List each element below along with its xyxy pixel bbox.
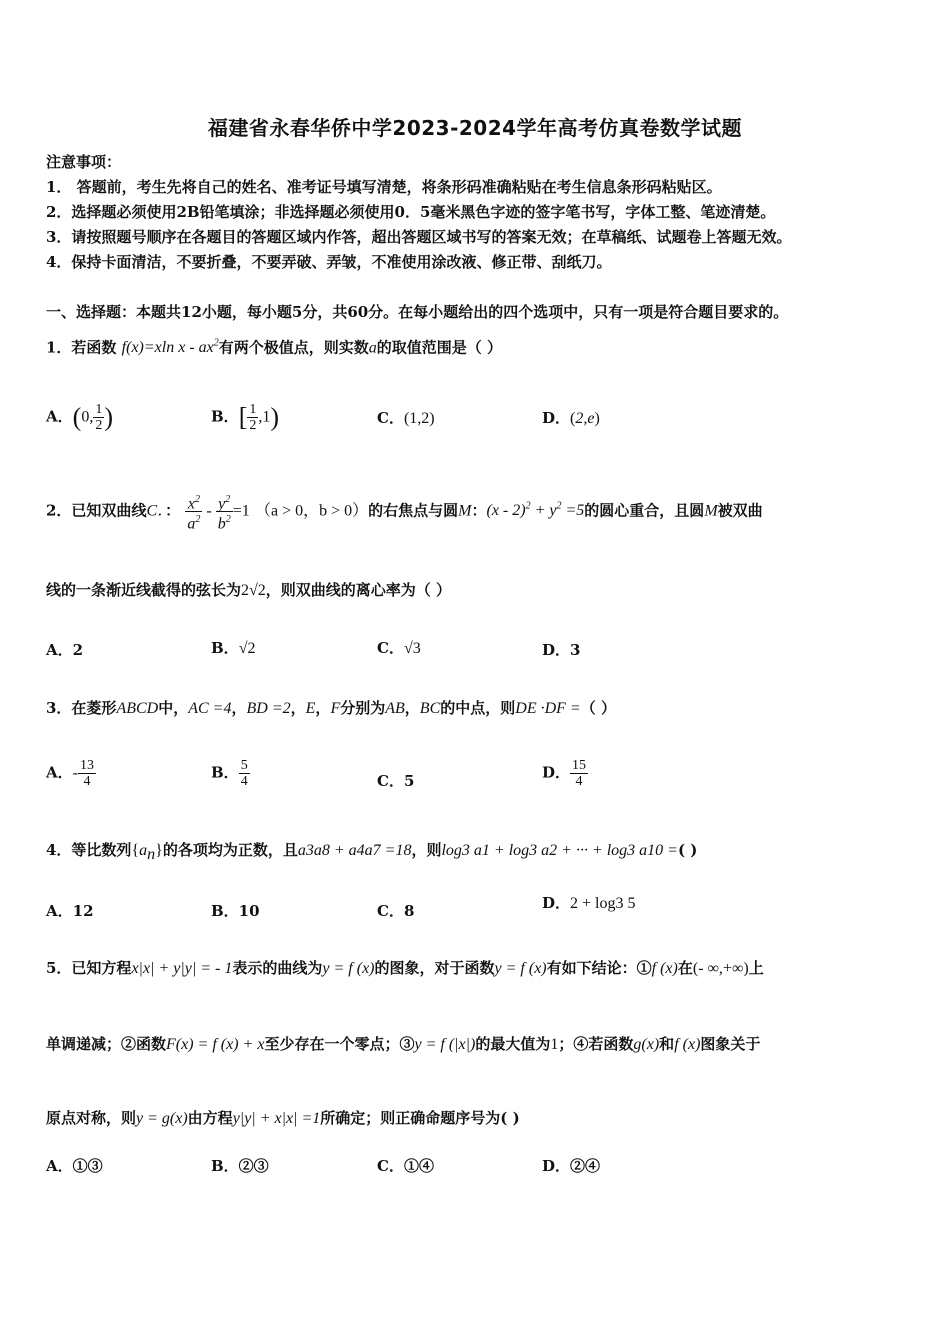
q2-option-b[interactable]: B．√2 (211, 639, 256, 657)
question-1: 1．若函数 f(x)=xln x - $ax^2$有两个极值点，则实数a的取值范围是（ ） (46, 338, 502, 357)
question-2-cont: 线的一条渐近线截得的弦长为2√2，则双曲线的离心率为（ ） (46, 581, 452, 599)
q5-option-a[interactable]: A．①③ (46, 1157, 103, 1175)
q2-option-d[interactable]: D．3 (542, 641, 581, 659)
exam-title: 福建省永春华侨中学2023-2024学年高考仿真卷数学试题 (207, 116, 743, 140)
question-5-line-2: 单调递减；②函数F(x) = f (x) + x至少存在一个零点；③y = f (|x|)的最大值为1；④若函数g(x)和f (x)图象关于 (46, 1035, 761, 1053)
q2-frac-y: $\frac{y^2}{b^2}$ (217, 493, 231, 533)
q4-option-d[interactable]: D．2 + log3 5 (542, 894, 636, 912)
q1-option-d[interactable]: D．(2,e) (542, 409, 600, 427)
notice-item-4: 4．保持卡面清洁，不要折叠，不要弄破、弄皱，不准使用涂改液、修正带、刮纸刀。 (46, 253, 612, 271)
question-3: 3．在菱形ABCD中，AC =4，BD =2，E，F分别为AB，BC的中点，则DE ·DF =（ ） (46, 699, 616, 717)
section-heading: 一、选择题：本题共12小题，每小题5分，共60分。在每小题给出的四个选项中，只有一项是符合题目要求的。 (46, 303, 789, 321)
question-4: 4．等比数列$\{a_n\}$的各项均为正数，且a3a8 + a4a7 =18，则log3 a1 + log3 a2 + ··· + log3 a10 =( ) (46, 841, 698, 863)
q5-option-c[interactable]: C．①④ (377, 1157, 434, 1175)
q2-option-a[interactable]: A．2 (46, 641, 84, 659)
question-5: 5．已知方程x|x| + y|y| = - 1表示的曲线为y = f (x)的图象，对于函数y = f (x)有如下结论：①f (x)在(- ∞,+∞)上 (46, 959, 764, 977)
q5-option-b[interactable]: B．②③ (211, 1157, 269, 1175)
q4-option-c[interactable]: C．8 (377, 902, 415, 920)
q3-option-c[interactable]: C．5 (377, 772, 415, 790)
notice-item-3: 3．请按照题号顺序在各题目的答题区域内作答，超出答题区域书写的答案无效；在草稿纸、试题卷上答题无效。 (46, 228, 792, 246)
q3-option-d[interactable]: D． $\frac{15}{4}$ (542, 758, 587, 789)
question-2: 2．已知双曲线C．： $\frac{x^2}{a^2}$ - $\frac{y^2}{b^2}$ =1 （a > 0，b > 0）的右焦点与圆M：$(x - 2)^2 + y^2 =5$的圆心重合，且圆M被双曲 (46, 493, 763, 533)
q1-function: f(x)=xln x - $ax^2$ (121, 338, 219, 357)
notice-item-2: 2．选择题必须使用2B铅笔填涂；非选择题必须使用0．5毫米黑色字迹的签字笔书写，字体工整、笔迹清楚。 (46, 203, 776, 221)
q5-option-d[interactable]: D．②④ (542, 1157, 601, 1175)
q1-option-a[interactable]: A．(0, $\frac{1}{2}$ ) (46, 402, 113, 433)
q3-option-a[interactable]: A．- $\frac{13}{4}$ (46, 758, 94, 789)
notice-item-1: 1． 答题前，考生先将自己的姓名、准考证号填写清楚，将条形码准确粘贴在考生信息条形码粘贴区。 (46, 178, 722, 196)
q2-frac-x: $\frac{x^2}{a^2}$ (187, 493, 201, 533)
q1-option-b[interactable]: B．[ $\frac{1}{2}$ ,1) (211, 402, 280, 433)
q4-option-b[interactable]: B．10 (211, 902, 260, 920)
question-5-line-3: 原点对称，则y = g(x)由方程y|y| + x|x| =1所确定；则正确命题序号为( ) (46, 1109, 520, 1127)
q2-option-c[interactable]: C．√3 (377, 639, 421, 657)
q1-option-c[interactable]: C．(1,2) (377, 409, 435, 427)
notice-header: 注意事项： (46, 153, 122, 171)
q2-circle: $(x - 2)^2 + y^2 =5$ (486, 501, 585, 520)
q4-option-a[interactable]: A．12 (46, 902, 94, 920)
q3-option-b[interactable]: B． $\frac{5}{4}$ (211, 758, 248, 789)
